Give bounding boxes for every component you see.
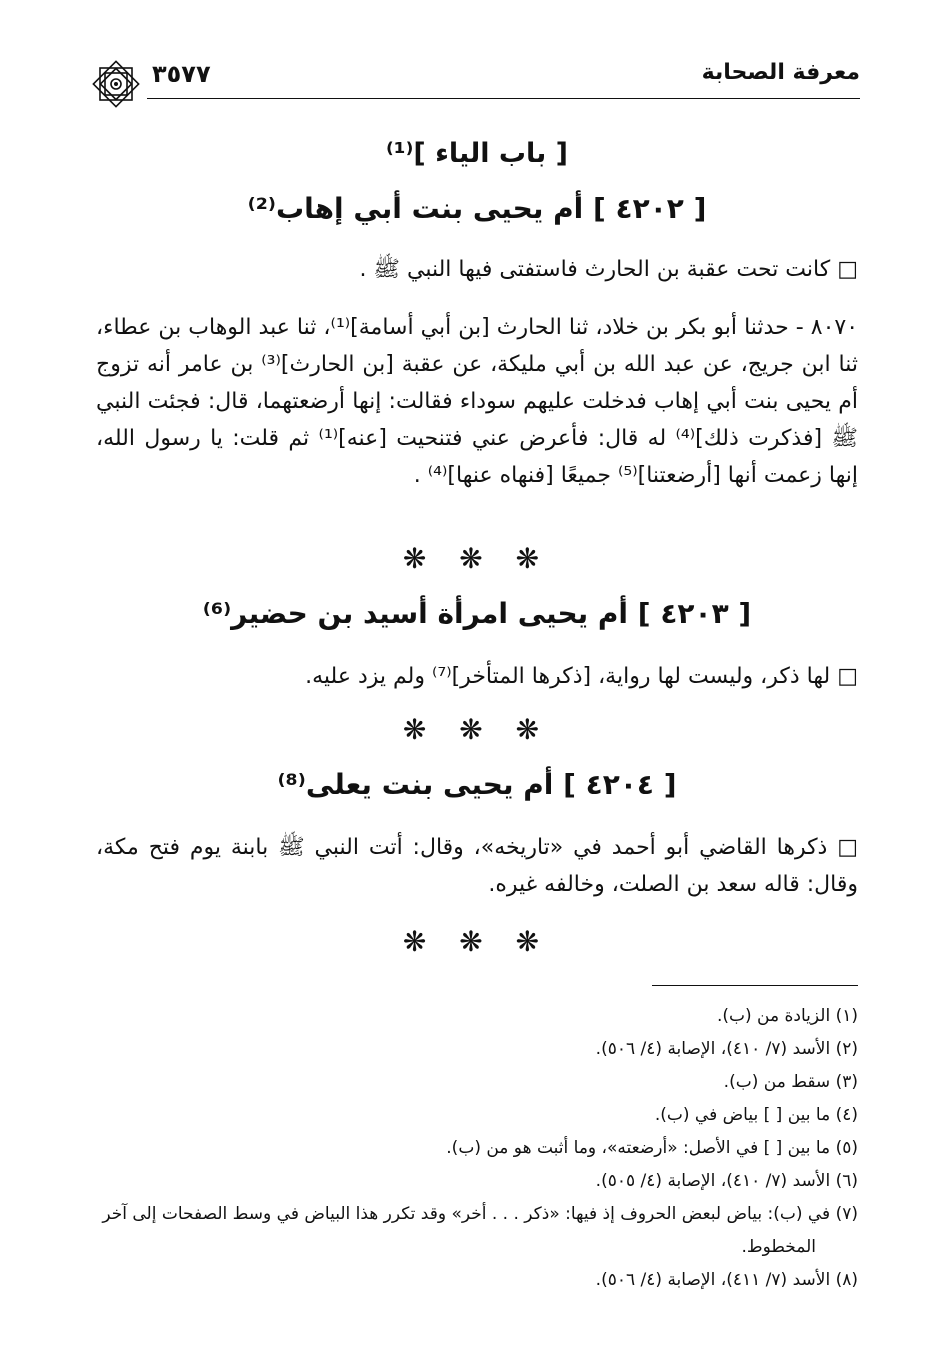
footnote-7: (٧) في (ب): بياض لبعض الحروف إذ فيها: «ذكر . . . أخر» وقد تكرر هذا البياض في وسط الصفحات إلى آخر المخطوط.	[102, 1204, 858, 1257]
footnote-rule	[652, 985, 858, 986]
islamic-star-ornament-icon	[90, 58, 142, 110]
entry-heading-4202: [ ٤٢٠٢ ] أم يحيى بنت أبي إهاب⁽²⁾	[247, 192, 707, 225]
footnote-1: (١) الزيادة من (ب).	[716, 1006, 858, 1026]
hadith-8070: ٨٠٧٠ - حدثنا أبو بكر بن خلاد، ثنا الحارث [بن أبي أسامة]⁽¹⁾، ثنا عبد الوهاب بن عطاء، ثنا ابن جريج، عن عبد الله بن أبي مليكة، عن عقبة [بن الحارث]⁽³⁾ بن عامر أنه تزوج أم يحيى بنت أبي إهاب فدخلت عليهم سوداء فقالت: إنها أرضعتهما، قال: فجئت النبي ﷺ [فذكرت ذلك]⁽⁴⁾ له قال: فأعرض عني فتنحيت [عنه]⁽¹⁾ ثم قلت: يا رسول الله، إنها زعمت أنها [أرضعتنا]⁽⁵⁾ جميعًا [فنهاه عنها]⁽⁴⁾ .	[96, 315, 859, 488]
entry-intro-4204: □ ذكرها القاضي أبو أحمد في «تاريخه»، وقال: أتت النبي ﷺ بابنة يوم فتح مكة، وقال: قاله سعد بن الصلت، وخالفه غيره.	[96, 835, 858, 897]
footnote-4: (٤) ما بين [ ] بياض في (ب).	[654, 1105, 858, 1125]
entry-heading-4203: [ ٤٢٠٣ ] أم يحيى امرأة أسيد بن حضير⁽⁶⁾	[202, 597, 752, 630]
running-title: معرفة الصحابة	[701, 60, 860, 85]
running-header	[90, 48, 860, 100]
header-rule	[147, 98, 860, 99]
section-separator: ❋ ❋ ❋	[402, 925, 552, 958]
entry-heading-4204: [ ٤٢٠٤ ] أم يحيى بنت يعلى⁽⁸⁾	[277, 768, 677, 801]
footnote-3: (٣) سقط من (ب).	[723, 1072, 858, 1092]
page-number: ٣٥٧٧	[152, 60, 211, 88]
footnote-list	[96, 1000, 858, 1297]
entry-intro-4203: □ لها ذكر، وليست لها رواية، [ذكرها المتأخر]⁽⁷⁾ ولم يزد عليه.	[305, 664, 858, 689]
footnote-8: (٨) الأسد (٧/ ٤١١)، الإصابة (٤/ ٥٠٦).	[595, 1270, 858, 1290]
section-separator: ❋ ❋ ❋	[402, 542, 552, 575]
footnote-5: (٥) ما بين [ ] في الأصل: «أرضعته»، وما أثبت هو من (ب).	[446, 1138, 858, 1158]
section-separator: ❋ ❋ ❋	[402, 713, 552, 746]
entry-intro-4202: □ كانت تحت عقبة بن الحارث فاستفتى فيها النبي ﷺ .	[359, 257, 858, 282]
footnote-2: (٢) الأسد (٧/ ٤١٠)، الإصابة (٤/ ٥٠٦).	[595, 1039, 858, 1059]
section-heading: [ باب الياء ]⁽¹⁾	[385, 138, 569, 169]
footnote-6: (٦) الأسد (٧/ ٤١٠)، الإصابة (٤/ ٥٠٥).	[595, 1171, 858, 1191]
